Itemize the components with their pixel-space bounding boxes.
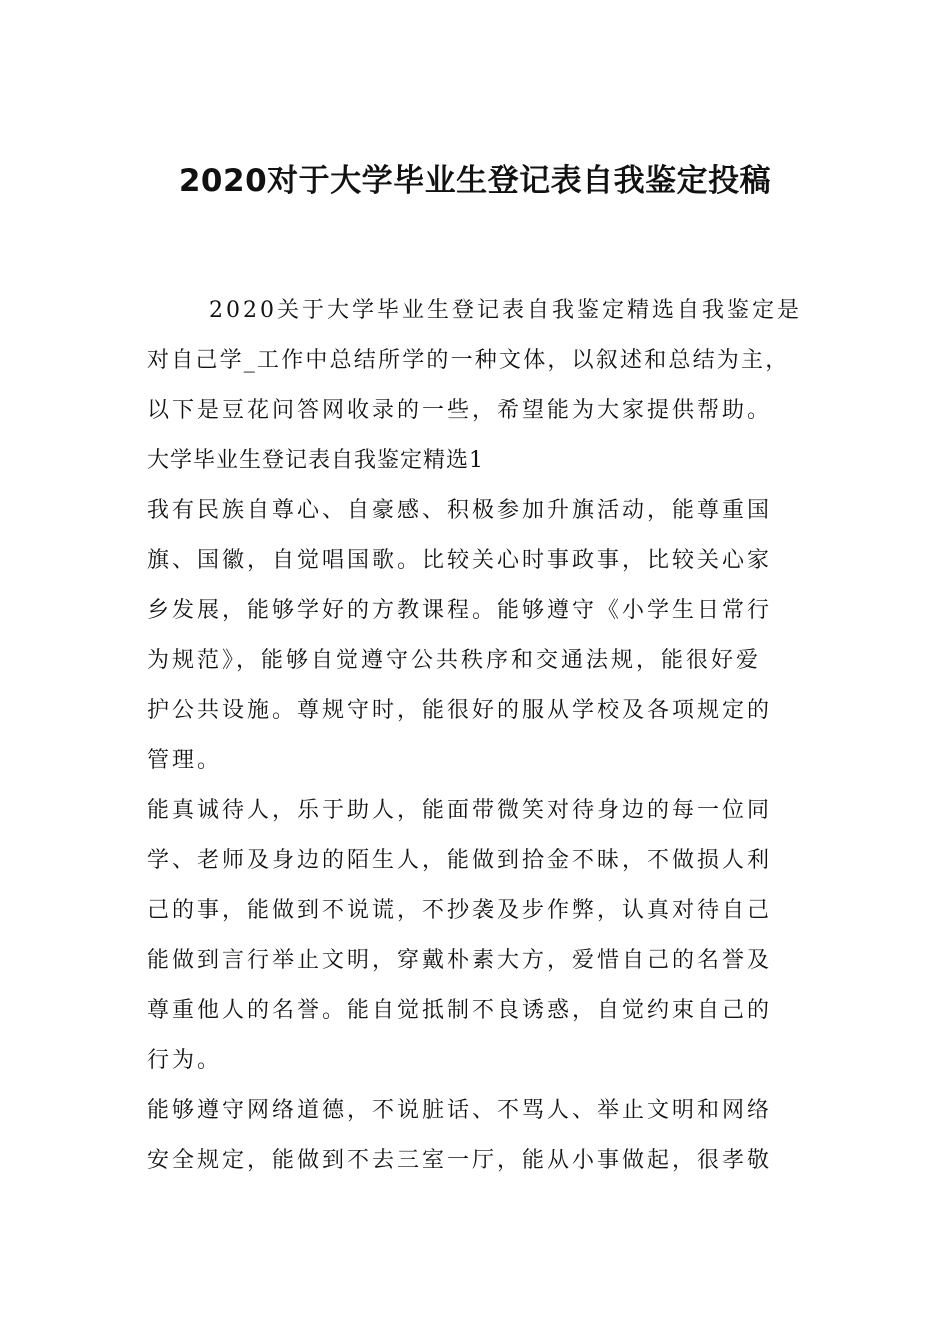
body-line: 能做到言行举止文明，穿戴朴素大方，爱惜自己的名誉及 [147,948,773,973]
body-line: 学、老师及身边的陌生人，能做到拾金不昧，不做损人利 [147,848,773,873]
body-line: 乡发展，能够学好的方教课程。能够遵守《小学生日常行 [147,598,773,623]
section-heading: 大学毕业生登记表自我鉴定精选1 [147,448,484,473]
body-line: 能真诚待人，乐于助人，能面带微笑对待身边的每一位同 [147,798,773,823]
body-line: 行为。 [147,1048,223,1073]
body-line: 对自己学_工作中总结所学的一种文体，以叙述和总结为主， [147,348,790,373]
body-line: 尊重他人的名誉。能自觉抵制不良诱惑，自觉约束自己的 [147,998,773,1023]
body-line: 能够遵守网络道德，不说脏话、不骂人、举止文明和网络 [147,1098,773,1123]
body-line: 安全规定，能做到不去三室一厅，能从小事做起，很孝敬 [147,1148,773,1173]
body-line: 管理。 [147,748,223,773]
body-line: 为规范》，能够自觉遵守公共秩序和交通法规，能很好爱 [147,648,762,673]
document-title: 2020对于大学毕业生登记表自我鉴定投稿 [178,163,772,199]
document-body [147,286,807,1186]
body-line: 2020关于大学毕业生登记表自我鉴定精选自我鉴定是 [209,298,802,323]
body-line: 我有民族自尊心、自豪感、积极参加升旗活动，能尊重国 [147,498,773,523]
body-line: 以下是豆花问答网收录的一些，希望能为大家提供帮助。 [147,398,773,423]
body-line: 旗、国徽，自觉唱国歌。比较关心时事政事，比较关心家 [147,548,773,573]
body-line: 己的事，能做到不说谎，不抄袭及步作弊，认真对待自己 [147,898,773,923]
body-line: 护公共设施。尊规守时，能很好的服从学校及各项规定的 [147,698,773,723]
